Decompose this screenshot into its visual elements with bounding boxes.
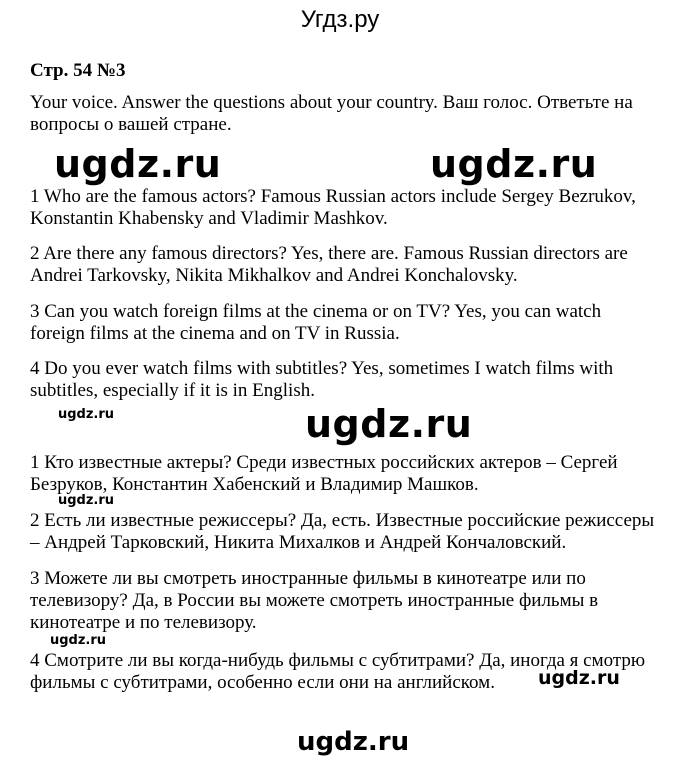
english-answer-3: 3 Can you watch foreign films at the cinema or on TV? Yes, you can watch foreign films at the cinema and on TV in Russia.	[30, 301, 602, 344]
russian-answer-1: 1 Кто известные актеры? Среди известных российских актеров – Сергей Безруков, Константин Хабенский и Владимир Машков.	[30, 452, 618, 495]
watermark: ugdz.ru	[58, 407, 115, 422]
watermark: ugdz.ru	[538, 667, 620, 689]
watermark: ugdz.ru	[305, 402, 473, 446]
russian-answer-3: 3 Можете ли вы смотреть иностранные фильмы в кинотеатре или по телевизору? Да, в России вы можете смотреть иностранные фильмы в кинотеатре и по телевизору.	[30, 568, 599, 633]
watermark: ugdz.ru	[54, 142, 222, 186]
english-answer-1: 1 Who are the famous actors? Famous Russian actors include Sergey Bezrukov, Konstantin Khabensky and Vladimir Mashkov.	[30, 186, 636, 229]
site-title: Угдз.ру	[300, 6, 380, 33]
task-heading: Стр. 54 №3	[30, 60, 126, 81]
watermark: ugdz.ru	[430, 142, 598, 186]
english-answer-2: 2 Are there any famous directors? Yes, there are. Famous Russian directors are Andrei Tarkovsky, Nikita Mikhalkov and Andrei Konchalovsky.	[30, 243, 628, 286]
russian-answer-2: 2 Есть ли известные режиссеры? Да, есть. Известные российские режиссеры – Андрей Тарковский, Никита Михалков и Андрей Кончаловский.	[30, 510, 655, 553]
english-answer-4: 4 Do you ever watch films with subtitles? Yes, sometimes I watch films with subtitles, especially if it is in English.	[30, 358, 614, 401]
russian-answer-4: 4 Смотрите ли вы когда-нибудь фильмы с субтитрами? Да, иногда я смотрю фильмы с субтитрами, особенно если они на английском.	[30, 650, 646, 693]
watermark: ugdz.ru	[58, 493, 115, 508]
watermark: ugdz.ru	[297, 727, 410, 757]
intro-paragraph: Your voice. Answer the questions about your country. Ваш голос. Ответьте на вопросы о вашей стране.	[30, 92, 633, 135]
watermark: ugdz.ru	[50, 633, 107, 648]
